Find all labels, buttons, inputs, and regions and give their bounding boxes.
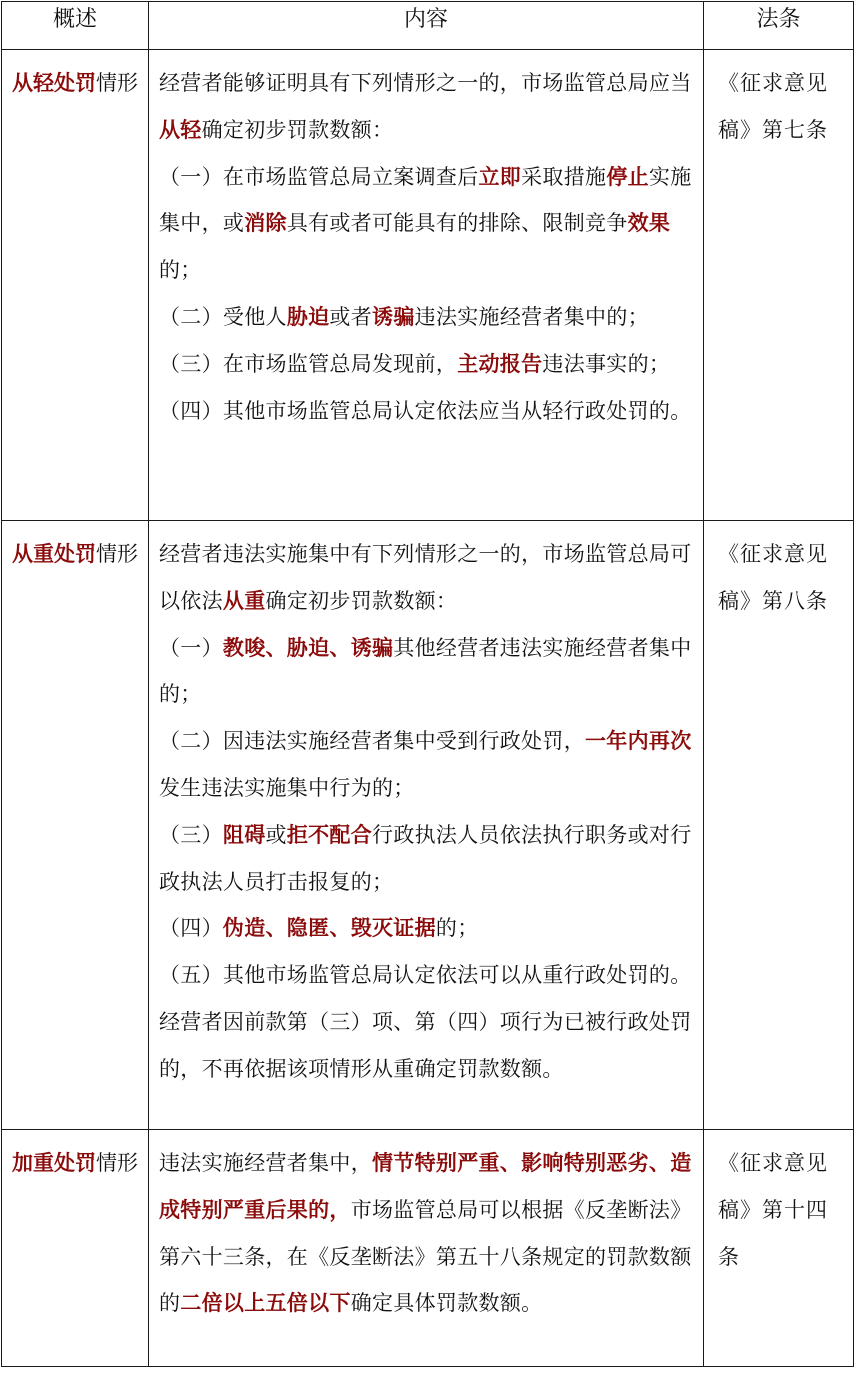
highlight-text: 停止 [606, 163, 649, 189]
highlight-text: 拒不配合 [286, 821, 373, 847]
content-paragraph [159, 1140, 695, 1327]
header-content: 内容 [149, 2, 704, 50]
content-paragraph [159, 294, 695, 341]
content-paragraph [159, 60, 695, 154]
summary-cell [2, 50, 149, 521]
highlight-text: 效果 [627, 210, 671, 236]
highlight-text: 从重处罚 [12, 541, 96, 566]
summary-cell [2, 521, 149, 1130]
content-paragraph [159, 388, 695, 435]
table-row [2, 50, 854, 521]
summary-text [2, 1130, 148, 1187]
text-run: （一）在市场监管总局立案调查后 [159, 164, 479, 189]
text-run: 情形 [96, 1151, 138, 1175]
law-reference: 《征求意见稿》第八条 [718, 542, 828, 613]
highlight-text: 主动报告 [457, 350, 543, 376]
text-run: （三）在市场监管总局发现前， [159, 351, 458, 376]
text-run: 的； [159, 258, 202, 283]
content-paragraph [159, 625, 695, 719]
content-cell [149, 50, 704, 521]
highlight-text: 一年内再次 [585, 728, 692, 754]
highlight-text: 诱骗 [372, 303, 415, 329]
content-paragraph [159, 154, 695, 294]
text-run: 或 [265, 822, 287, 847]
text-run: 实施集中，或 [159, 164, 692, 236]
highlight-text: 从重 [222, 587, 266, 613]
law-reference: 《征求意见稿》第十四条 [718, 1151, 828, 1269]
text-run: 经营者违法实施集中有下列情形之一的，市场监管总局可以依法 [159, 542, 692, 613]
text-run: （四）其他市场监管总局认定依法应当从轻行政处罚的。 [159, 398, 692, 423]
text-run: 确定具体罚款数额。 [350, 1291, 543, 1316]
table-header-row [2, 2, 854, 50]
text-run: 或者 [329, 304, 373, 329]
content-paragraph [159, 531, 695, 625]
law-reference: 《征求意见稿》第七条 [718, 71, 828, 142]
summary-cell [2, 1130, 149, 1367]
text-run: （四） [159, 916, 223, 941]
law-cell [704, 521, 854, 1130]
text-run: 采取措施 [521, 164, 607, 189]
text-run: 确定初步罚款数额： [201, 117, 394, 142]
highlight-text: 阻碍 [222, 821, 266, 847]
content-paragraph [159, 952, 695, 999]
content-paragraph [159, 341, 695, 388]
summary-text [2, 50, 148, 107]
highlight-text: 伪造、隐匿、毁灭证据 [222, 915, 436, 941]
text-run: 违法实施经营者集中的； [414, 304, 649, 329]
header-law: 法条 [704, 2, 854, 50]
table-row [2, 1130, 854, 1367]
content-paragraph [159, 812, 695, 906]
content-paragraph [159, 999, 695, 1093]
text-run: 违法事实的； [542, 351, 671, 376]
summary-text [2, 521, 148, 578]
highlight-text: 胁迫 [286, 303, 330, 329]
highlight-text: 消除 [244, 210, 287, 236]
text-run: 情形 [96, 71, 138, 95]
highlight-text: 加重处罚 [12, 1150, 96, 1175]
law-cell [704, 1130, 854, 1367]
content-paragraph [159, 718, 695, 812]
text-run: 违法实施经营者集中， [159, 1151, 372, 1175]
header-summary: 概述 [2, 2, 149, 50]
text-run: 其他经营者违法实施经营者集中的； [159, 635, 692, 707]
highlight-text: 情节特别严重、影响特别恶劣、造成特别严重后果的， [159, 1150, 692, 1222]
text-run: 具有或者可能具有的排除、限制竞争 [286, 211, 628, 236]
content-cell [149, 521, 704, 1130]
content-cell [149, 1130, 704, 1367]
text-run: 确定初步罚款数额： [265, 588, 458, 613]
highlight-text: 教唆、胁迫、诱骗 [222, 634, 394, 660]
text-run: （三） [159, 822, 223, 847]
content-text [149, 50, 703, 434]
content-paragraph [159, 905, 695, 952]
regulation-table [1, 1, 854, 1367]
text-run: 经营者能够证明具有下列情形之一的，市场监管总局应当 [159, 71, 692, 95]
text-run: （二）受他人 [159, 304, 287, 329]
text-run: 的； [435, 916, 479, 941]
text-run: 市场监管总局可以根据《反垄断法》第六十三条，在《反垄断法》第五十八条规定的罚款数额的 [159, 1197, 692, 1316]
highlight-text: 从轻处罚 [12, 70, 96, 95]
content-text [149, 1130, 703, 1327]
highlight-text: 二倍以上五倍以下 [180, 1290, 351, 1316]
law-cell [704, 50, 854, 521]
highlight-text: 立即 [478, 163, 522, 189]
text-run: （二）因违法实施经营者集中受到行政处罚， [159, 729, 585, 754]
highlight-text: 从轻 [159, 116, 202, 142]
content-text [149, 521, 703, 1093]
table-row [2, 521, 854, 1130]
text-run: （五）其他市场监管总局认定依法可以从重行政处罚的。 [159, 963, 692, 988]
text-run: （一） [159, 635, 223, 660]
text-run: 发生违法实施集中行为的； [159, 775, 415, 800]
text-run: 情形 [96, 542, 138, 566]
text-run: 行政执法人员依法执行职务或对行政执法人员打击报复的； [159, 822, 692, 894]
text-run: 经营者因前款第（三）项、第（四）项行为已被行政处罚的，不再依据该项情形从重确定罚款数额。 [159, 1009, 692, 1081]
